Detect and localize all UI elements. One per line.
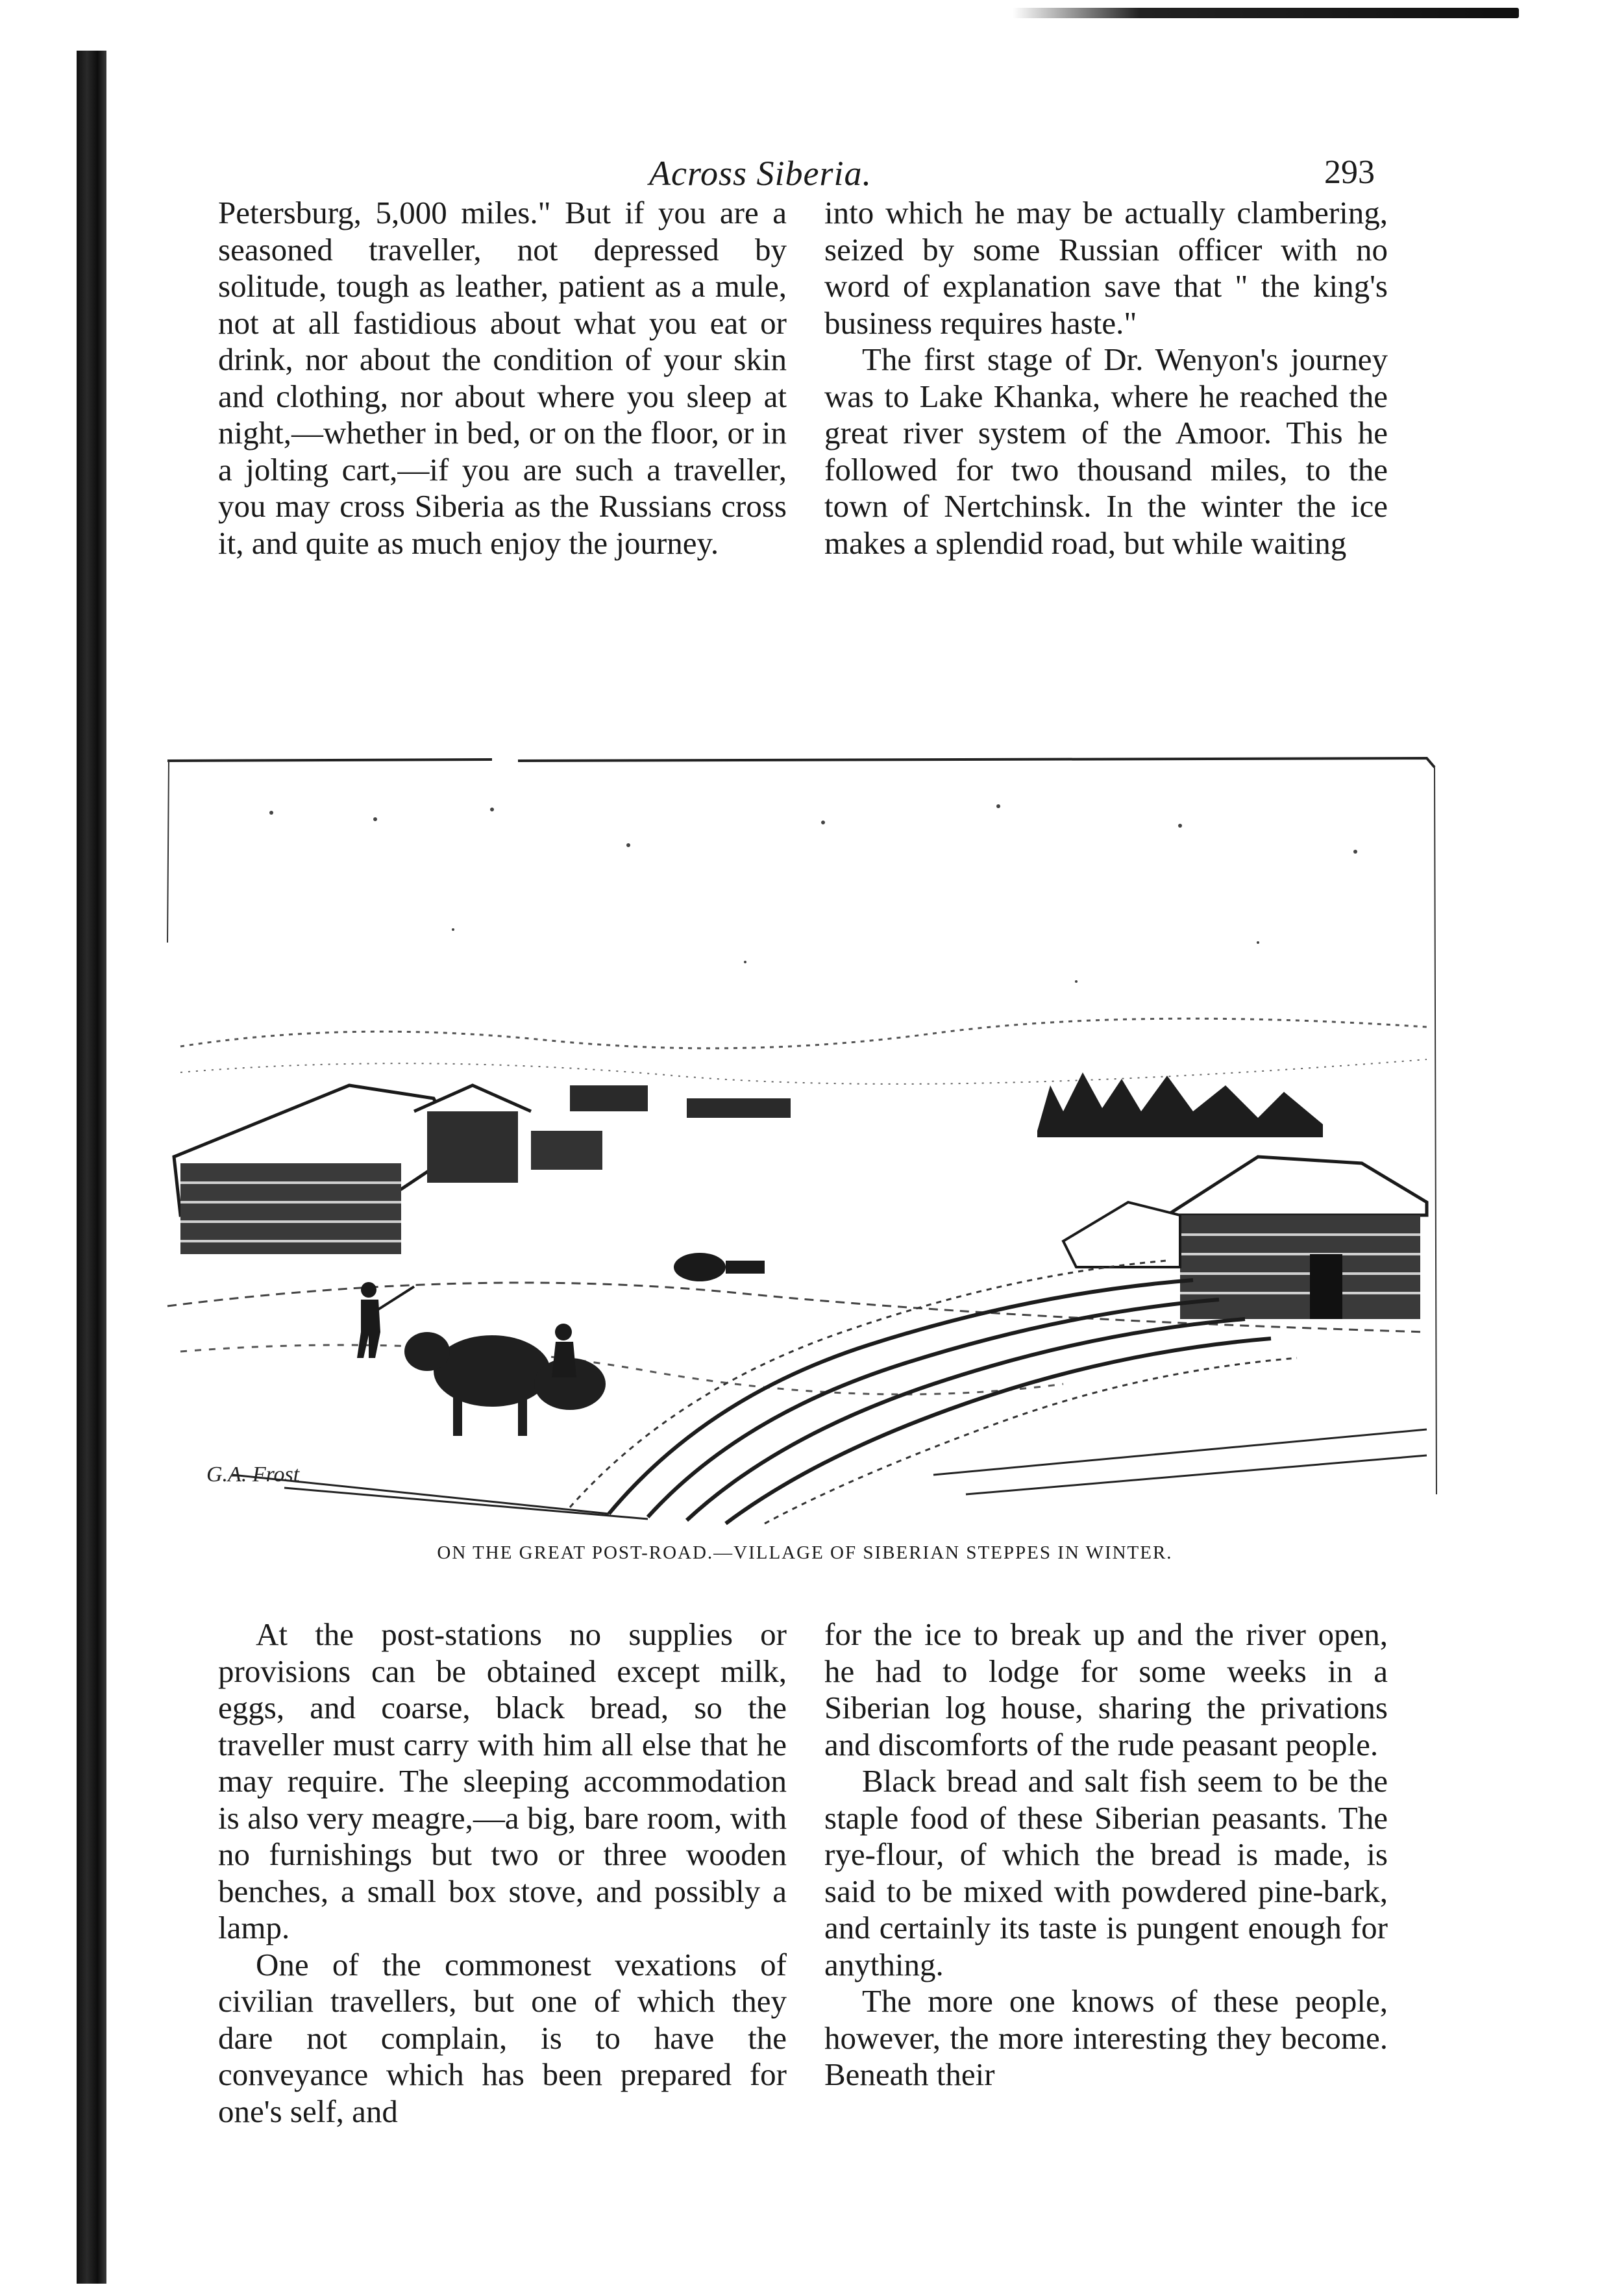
figure-caption: ON THE GREAT POST-ROAD.—VILLAGE OF SIBERIAN STEPPES IN WINTER. <box>437 1542 1173 1563</box>
paragraph: Black bread and salt fish seem to be the staple food of these Siberian peasants. The rye-flour, of which the bread is made, is said to be mixed with powdered pine-bark, and certainly its taste is pungent enough for anything. <box>824 1763 1388 1982</box>
paragraph: One of the commonest vexations of civilian travellers, but one of which they dare not complain, is to have the conveyance which has been prepared for one's self, and <box>218 1946 787 2129</box>
paragraph: The more one knows of these people, however, the more interesting they become. Beneath their <box>824 1983 1388 2092</box>
page-binding-edge <box>77 51 106 2284</box>
paragraph: Petersburg, 5,000 miles." But if you are a seasoned traveller, not depressed by solitude, tough as leather, patient as a mule, not at all fastidious about what you eat or drink, nor about the condition of your skin and clothing, nor about where you sleep at night,—whether in bed, or on the floor, or in a jolting cart,—if you are such a traveller, you may cross Siberia as the Russians cross it, and quite as much enjoy the journey. <box>218 195 787 561</box>
paragraph: into which he may be actually clambering, seized by some Russian officer with no word of explanation save that " the king's business requires haste." <box>824 195 1388 341</box>
running-head: Across Siberia. <box>649 154 872 193</box>
artist-signature: G.A. Frost <box>206 1463 300 1487</box>
page-number: 293 <box>1324 154 1375 191</box>
paragraph: for the ice to break up and the river open, he had to lodge for some weeks in a Siberian log house, sharing the privations and discomforts of the rude peasant people. <box>824 1616 1388 1762</box>
winter-village-engraving-icon <box>154 748 1445 1525</box>
paragraph: The first stage of Dr. Wenyon's journey was to Lake Khanka, where he reached the great river system of the Amoor. This he followed for two thousand miles, to the town of Nertchinsk. In the winter the ice makes a splendid road, but while waiting <box>824 341 1388 561</box>
top-rule <box>1013 8 1519 18</box>
column-top-right <box>824 195 1388 562</box>
column-bottom-right <box>824 1616 1388 2093</box>
column-top-left <box>218 195 787 562</box>
paragraph: At the post-stations no supplies or provisions can be obtained except milk, eggs, and coarse, black bread, so the traveller must carry with him all else that he may require. The sleeping accommodation is also very meagre,—a big, bare room, with no furnishings but two or three wooden benches, a small box stove, and possibly a lamp. <box>218 1616 787 1945</box>
column-bottom-left <box>218 1616 787 2130</box>
